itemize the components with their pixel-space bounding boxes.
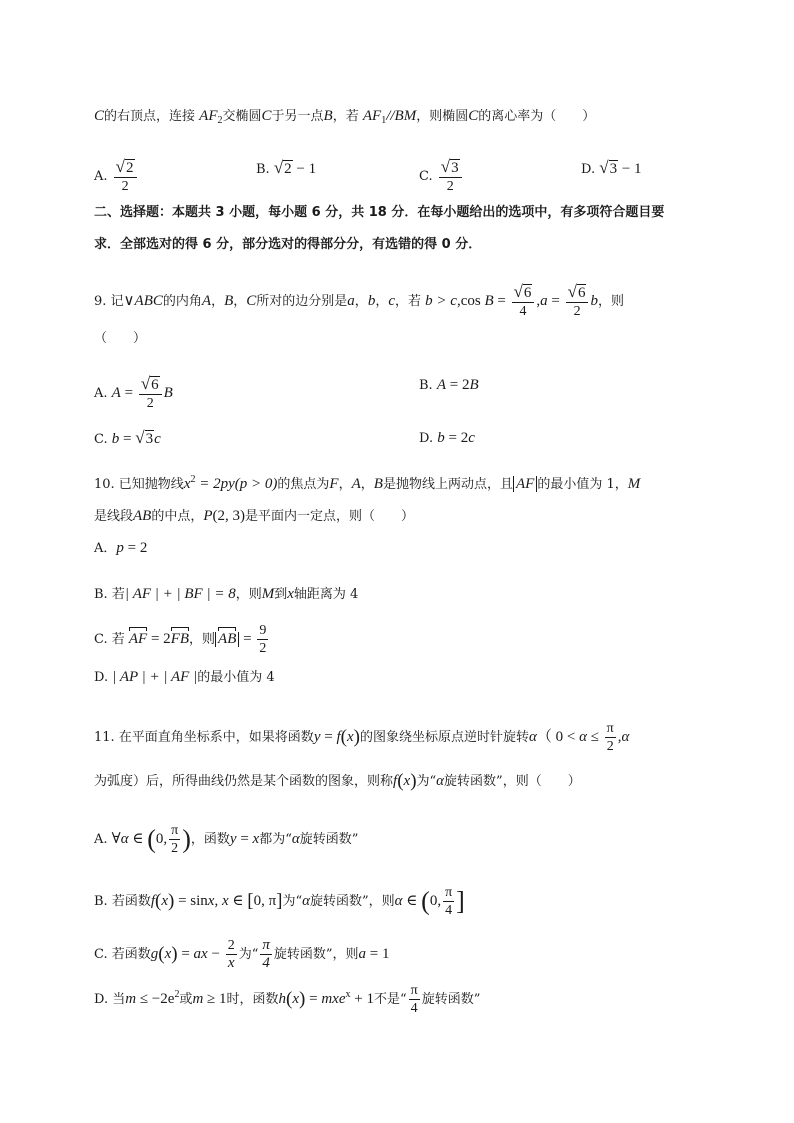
q8-option-c[interactable]: [419, 158, 464, 195]
frac-9-over-2: $\frac{9}{2}$: [259, 623, 267, 656]
option-label: A．: [94, 541, 117, 556]
option-label: A.: [94, 832, 108, 847]
q9-paren: （ ）: [94, 331, 147, 346]
var-C: C: [94, 108, 105, 124]
q10-text-6: 是平面内一定点，则（ ）: [245, 509, 415, 524]
frac-sqrt6-over-2: $\frac{√6}{2}$: [139, 375, 162, 412]
option-label: D. 当: [94, 992, 126, 1007]
option-label: B. 若: [94, 587, 125, 602]
frac-sqrt2-over-2: $\frac{√2}{2}$: [114, 158, 137, 195]
q10-number: 10. 已知抛物线: [94, 477, 184, 492]
frac-sqrt6-over-2: $\frac{√6}{2}$: [566, 283, 589, 320]
q11-text-2: 为弧度）后，所得曲线仍然是某个函数的图象，则称: [94, 774, 394, 789]
q9-stem: 9. 记∨ABC的内角A，B，C所对的边分别是a，b，c，若 b > c,cos B = $\frac{√6}{4}$ ,a = $\frac{√6}{2}$ b，则: [94, 282, 624, 319]
option-label: D.: [581, 162, 596, 177]
expr-parabola: $x^2 = 2py(p > 0)$: [183, 474, 278, 492]
q11-number: 11. 在平面直角坐标系中，如果将函数: [94, 730, 314, 745]
var-C: C: [468, 108, 479, 124]
q10-stem-line-1: 10. 已知抛物线$x^2 = 2py(p > 0)$的焦点为F，A，B是抛物线上两动点，且 AF 的最小值为 1，M: [94, 474, 641, 492]
section-2-heading-line-1: 二、选择题：本题共 3 小题，每小题 6 分，共 18 分．在每小题给出的选项中，有多项符合题目要: [94, 205, 665, 220]
option-label: D.: [419, 431, 434, 446]
q10-option-a[interactable]: A．p = 2: [94, 540, 148, 556]
q11-stem-line-2: 为弧度）后，所得曲线仍然是某个函数的图象，则称f(x)为“α旋转函数”，则（ ）: [94, 770, 581, 792]
q8-text-1: 的右顶点，连接: [104, 109, 196, 124]
frac-pi-over-4: $\frac{\pi}{4}$: [262, 937, 270, 971]
q10-text-1: 的焦点为: [277, 477, 330, 492]
q8-option-b[interactable]: [256, 158, 316, 180]
q11-stem-line-1: 11. 在平面直角坐标系中，如果将函数y = f(x)的图象绕坐标原点逆时针旋转α（ 0 < α ≤ $\frac{\pi}{2}$ ,α: [94, 721, 630, 754]
option-label: A.: [94, 386, 108, 401]
option-label: B. 若函数: [94, 894, 151, 909]
vector-fb: FB: [170, 631, 190, 647]
option-label: C.: [419, 169, 433, 184]
q9-text-5: ，则: [597, 294, 624, 309]
q8-stem: [94, 106, 595, 131]
q9-option-a[interactable]: A. A = $\frac{√6}{2}$ B: [94, 374, 173, 411]
frac-pi-over-2: $\frac{\pi}{2}$: [606, 721, 614, 754]
option-label: C. 若: [94, 632, 125, 647]
q10-stem-line-2: 是线段AB的中点，P(2, 3)是平面内一定点，则（ ）: [94, 508, 415, 524]
q11-text-4: 旋转函数”，则（ ）: [444, 774, 581, 789]
q8-text-4: ，若: [332, 109, 359, 124]
q8-text-3: 于另一点: [271, 109, 324, 124]
frac-pi-over-4: $\frac{\pi}{4}$: [410, 983, 418, 1016]
expr-abs-af: AF: [513, 476, 537, 492]
q10-text-3: 的最小值为 1，: [537, 477, 628, 492]
vector-af: AF: [128, 631, 148, 647]
q11-option-c[interactable]: C. 若函数g(x) = ax − $\frac{2}{x}$ 为“ $\frac{\pi}{4}$ 旋转函数”，则a = 1: [94, 937, 390, 971]
q8-option-d[interactable]: [581, 158, 642, 180]
expr-sqrt3-minus-1: √3 − 1: [599, 158, 642, 177]
q9-text-3: 所对的边分别是: [256, 294, 348, 309]
q9-text-4: ，若: [395, 294, 422, 309]
q10-text-4: 是线段: [94, 509, 134, 524]
q10-text-2: 是抛物线上两动点，且: [382, 477, 513, 492]
frac-sqrt3-over-2: $\frac{√3}{2}$: [439, 158, 462, 195]
vector-ab: AB: [218, 631, 237, 647]
q11-option-a[interactable]: A. ∀α ∈ (0, $\frac{\pi}{2}$ )，函数y = x都为“α旋转函数”: [94, 823, 359, 856]
q9-option-c[interactable]: C. b = √3c: [94, 428, 161, 447]
expr-sqrt2-minus-1: √2 − 1: [273, 158, 317, 177]
q8-text-6: 的离心率为（ ）: [478, 109, 596, 124]
q8-text-2: 交椭圆: [222, 109, 262, 124]
option-label: A.: [94, 169, 108, 184]
frac-2-over-x: $\frac{2}{x}$: [227, 938, 235, 971]
expr-parallel: $AF_1//BM$: [362, 108, 417, 126]
section-2-heading-line-2: 求．全部选对的得 6 分，部分选对的得部分分，有选错的得 0 分．: [94, 237, 482, 252]
q11-option-b[interactable]: B. 若函数f(x) = sinx, x ∈ [0, π]为“α旋转函数”，则α ∈ (0, $\frac{\pi}{4}$ ]: [94, 885, 465, 918]
var-AF2: $AF_2$: [199, 108, 223, 126]
q9-text-1: 的内角: [162, 294, 202, 309]
q10-option-c[interactable]: C. 若 AF = 2FB，则 AB = $\frac{9}{2}$: [94, 623, 267, 656]
option-label: B.: [256, 162, 270, 177]
var-B: B: [323, 108, 333, 124]
option-label: C. 若函数: [94, 947, 151, 962]
expr-triangle-abc: ∨ABC: [123, 293, 163, 309]
q10-option-b[interactable]: B. 若| AF | + | BF | = 8，则M到x轴距离为 4: [94, 586, 359, 602]
q11-text-1: 的图象绕坐标原点逆时针旋转: [359, 730, 529, 745]
option-label: B.: [419, 378, 433, 393]
option-label: D.: [94, 670, 109, 685]
q9-option-b[interactable]: B. A = 2B: [419, 377, 479, 393]
q9-number: 9. 记: [94, 294, 124, 309]
option-label: C.: [94, 432, 108, 447]
var-C: C: [261, 108, 272, 124]
expr-b-gt-c: b > c: [425, 293, 457, 309]
frac-pi-over-4: $\frac{\pi}{4}$: [445, 885, 453, 918]
frac-sqrt6-over-4: $\frac{√6}{4}$: [512, 283, 535, 320]
q11-option-d[interactable]: D. 当$m \le -2e^2$或m ≥ 1时，函数h(x) = mxe$^x$ + 1不是“ $\frac{\pi}{4}$ 旋转函数”: [94, 983, 481, 1016]
q10-text-5: 的中点，: [151, 509, 204, 524]
q10-option-d[interactable]: D. | AP | + | AF |的最小值为 4: [94, 669, 275, 685]
q9-option-d[interactable]: D. b = 2c: [419, 430, 475, 446]
q8-text-5: ，则椭圆: [416, 109, 469, 124]
q8-option-a[interactable]: [94, 158, 139, 195]
frac-pi-over-2: $\frac{\pi}{2}$: [171, 823, 179, 856]
